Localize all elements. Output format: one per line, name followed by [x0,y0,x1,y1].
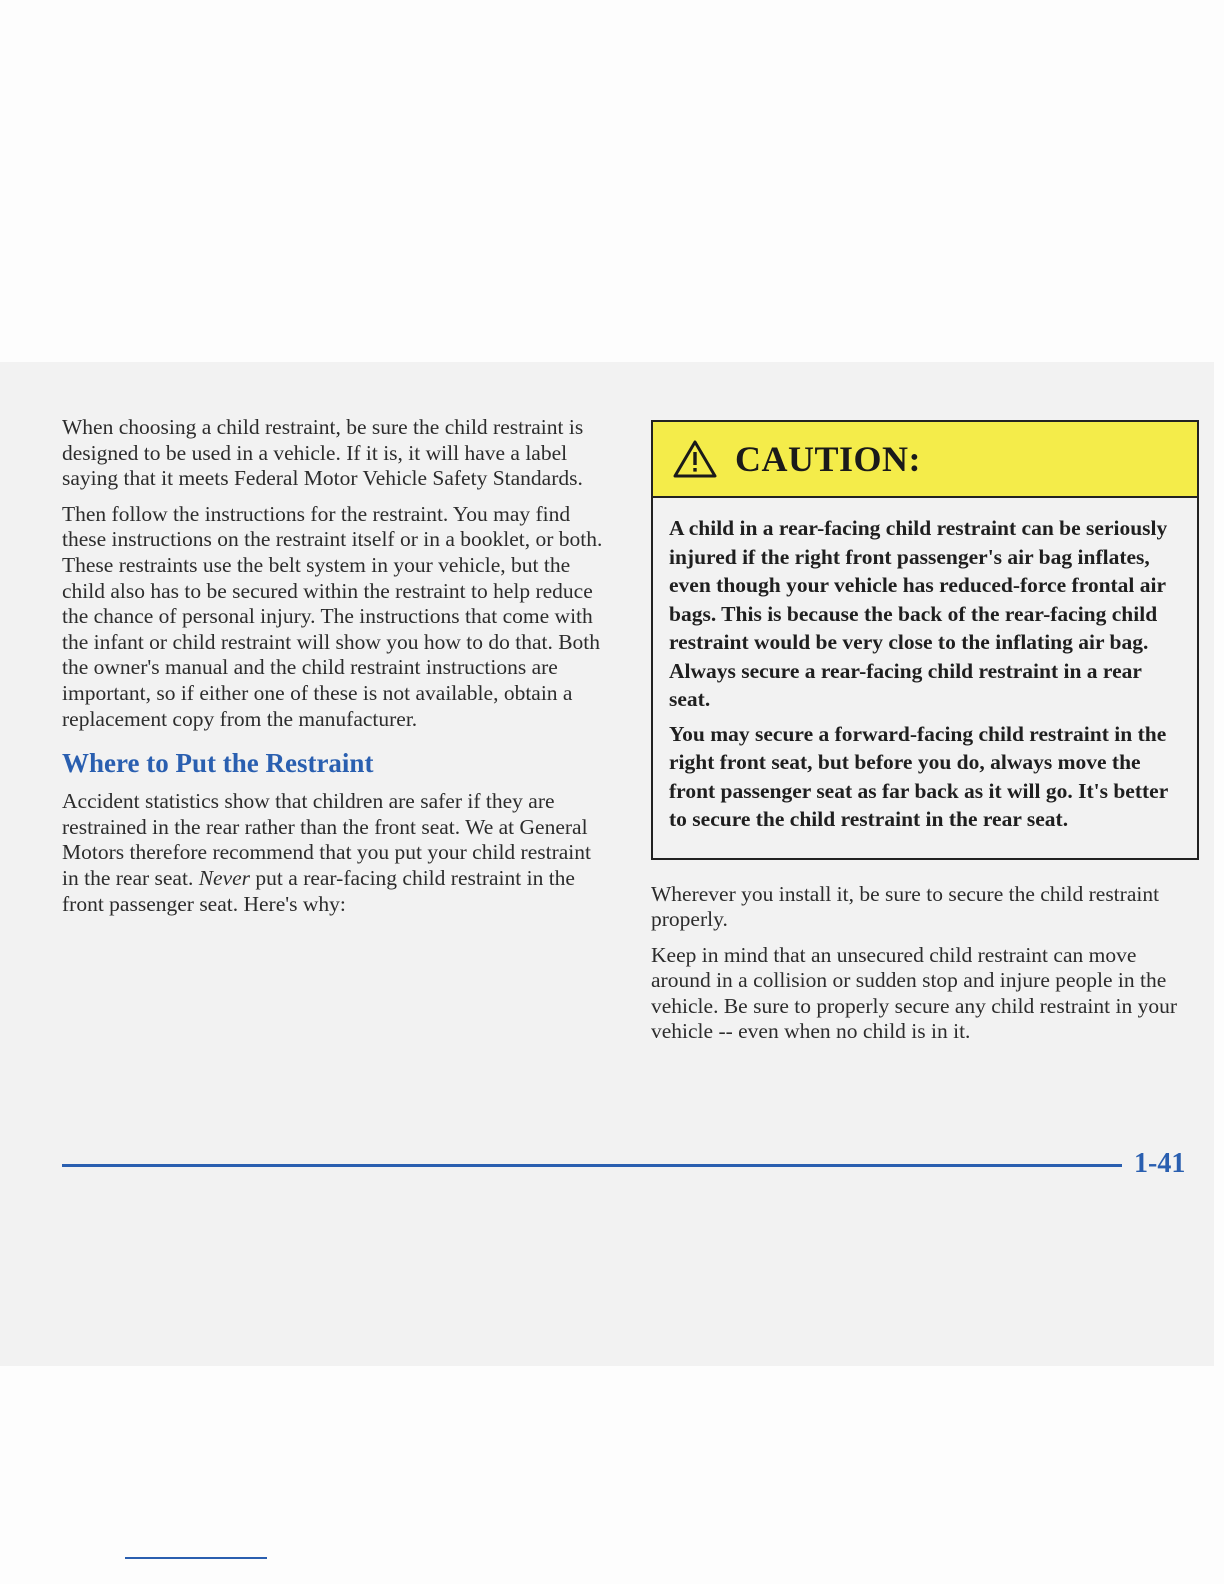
install-paragraph: Wherever you install it, be sure to secure the child restraint properly. [651,881,1160,932]
footer-rule [62,1164,1122,1167]
unsecured-restraint-paragraph: Keep in mind that an unsecured child restraint can move around in a collision or sudden stop and injure people in the vehicle. Be sure to properly secure any child restraint in your vehicle -- even when no child is in it. [651,942,1177,1044]
caution-paragraph-rear-facing: A child in a rear-facing child restraint can be seriously injured if the right front passenger's air bag inflates, even though your vehicle has reduced-force frontal air bags. This is because the back of the rear-facing child restraint would be very close to the inflating air bag. Always secure a rear-facing child restraint in a rear seat. [669,516,1168,711]
statistics-text-end: put a rear-facing child restraint in the front passenger seat. Here's why: [62,865,575,916]
caution-body [653,498,1197,858]
right-column [651,420,1199,1055]
accident-statistics-paragraph [62,789,612,917]
caution-box [651,420,1199,860]
caution-title: CAUTION: [735,439,922,479]
never-emphasis: Never [198,865,251,890]
left-column [62,415,612,927]
instructions-paragraph: Then follow the instructions for the restraint. You may find these instructions on the restraint itself or in a booklet, or both. These restraints use the belt system in your vehicle, but the child also has to be secured within the restraint to help reduce the chance of personal injury. The instructions that come with the infant or child restraint will show you how to do that. Both the owner's manual and the child restraint instructions are important, so if either one of these is not available, obtain a replacement copy from the manufacturer. [62,501,603,731]
page-number: 1-41 [1134,1148,1186,1179]
bottom-rule-mark [125,1557,267,1559]
caution-paragraph-forward-facing: You may secure a forward-facing child restraint in the right front seat, but before you do, always move the front passenger seat as far back as it will go. It's better to secure the child restraint in the rear seat. [669,721,1168,831]
intro-paragraph: When choosing a child restraint, be sure the child restraint is designed to be used in a vehicle. If it is, it will have a label saying that it meets Federal Motor Vehicle Safety Standards. [62,415,584,491]
caution-header [653,422,1197,498]
statistics-text-start: Accident statistics show that children are safer if they are restrained in the rear rather than the front seat. We at General Motors therefore recommend that you put your child restraint in the rear seat. [62,789,591,890]
section-heading: Where to Put the Restraint [62,748,374,779]
warning-triangle-icon [673,440,717,478]
